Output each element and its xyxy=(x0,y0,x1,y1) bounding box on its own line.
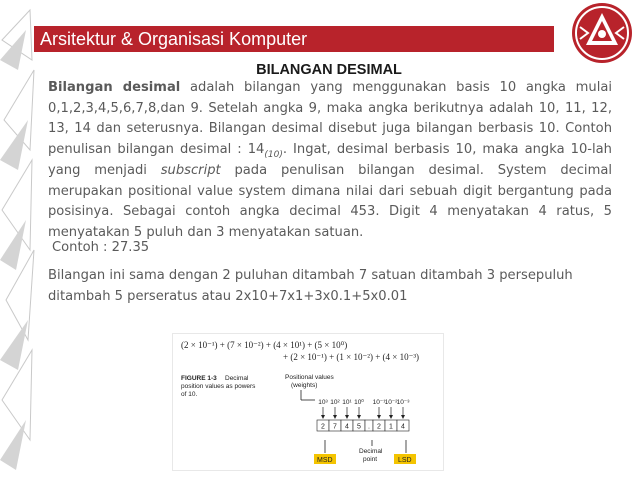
paragraph-part2: . Ingat, desimal berbasis 10, maka angka 10-lah yang menjadi xyxy=(48,142,612,178)
figure-caption-line3: of 10. xyxy=(181,391,198,398)
msd-label: MSD xyxy=(317,457,333,464)
figure-caption-line2: position values as powers xyxy=(181,383,256,390)
power-label: 10⁻² xyxy=(384,399,398,406)
power-label: 10⁻³ xyxy=(396,399,410,406)
paragraph-part1: adalah bilangan yang menggunakan basis 10 angka mulai 0,1,2,3,4,5,6,7,8,dan 9. Setelah angka 9, maka angka berikutnya adalah 10, 11, 12, 13, 14 dan seterusnya. Bilangan desimal disebut juga bilangan berbasis 10. Contoh penulisan bilangan desimal : 14 xyxy=(48,80,612,158)
powers-row xyxy=(318,398,410,406)
digit-value: 5 xyxy=(357,423,361,431)
digit-value: 4 xyxy=(401,423,405,431)
power-label: 10¹ xyxy=(342,399,352,406)
example-line: Contoh : 27.35 xyxy=(52,240,150,255)
university-emblem-icon xyxy=(566,1,638,65)
arrow-head xyxy=(333,415,337,419)
arrow-head xyxy=(401,415,405,419)
weights-label-2: (weights) xyxy=(291,382,318,389)
arrow-head xyxy=(357,415,361,419)
figure-caption-title: Decimal xyxy=(225,375,249,382)
digit-boxes xyxy=(317,420,409,431)
digit-value: 2 xyxy=(377,423,381,431)
italic-subscript-word: subscript xyxy=(160,162,221,178)
power-label: 10² xyxy=(330,399,340,406)
decimal-point-label-1: Decimal xyxy=(359,448,383,455)
digit-value: 4 xyxy=(345,423,349,431)
explanation-paragraph: Bilangan ini sama dengan 2 puluhan ditambah 7 satuan ditambah 3 persepuluh ditambah 5 perseratus atau 2x10+7x1+3x0.1+5x0.01 xyxy=(48,268,573,304)
arrow-head xyxy=(321,415,325,419)
header-title: Arsitektur & Organisasi Komputer xyxy=(40,29,308,49)
power-label: 10⁻¹ xyxy=(372,399,386,406)
power-label: 10³ xyxy=(318,399,328,406)
weights-label-1: Positional values xyxy=(285,374,334,381)
figure-caption-label: FIGURE 1-3 xyxy=(181,375,217,382)
section-heading: BILANGAN DESIMAL xyxy=(256,62,402,78)
digit-value: . xyxy=(368,423,370,431)
digit-value: 7 xyxy=(333,423,337,431)
arrow-head xyxy=(389,415,393,419)
decimal-position-figure xyxy=(172,333,444,471)
digit-value: 1 xyxy=(389,423,393,431)
arrow-head xyxy=(377,415,381,419)
subscript-base: (10) xyxy=(264,150,283,161)
paragraph-part3: pada penulisan bilangan desimal. System decimal merupakan positional value system dimana nilai dari sebuah digit bergantung pada posisinya. Sebagai contoh angka decimal 453. Digit 4 menyatakan 4 ratus, 5 menyatakan 5 puluh dan 3 menyatakan satuan. xyxy=(48,162,612,240)
body-paragraph xyxy=(48,78,612,244)
lsd-label: LSD xyxy=(398,457,412,464)
digit-value: 2 xyxy=(321,423,325,431)
equation-line-1: (2 × 10⁻¹) + (7 × 10⁻²) + (4 × 10¹) + (5 × 10⁰) xyxy=(181,340,348,350)
arrow-head xyxy=(345,415,349,419)
equation-line-2: + (2 × 10⁻¹) + (1 × 10⁻²) + (4 × 10⁻³) xyxy=(283,352,420,362)
power-label: 10⁰ xyxy=(354,399,364,406)
arrows-row xyxy=(321,407,405,419)
term-bold: Bilangan desimal xyxy=(48,80,181,95)
decimal-point-label-2: point xyxy=(363,456,378,463)
